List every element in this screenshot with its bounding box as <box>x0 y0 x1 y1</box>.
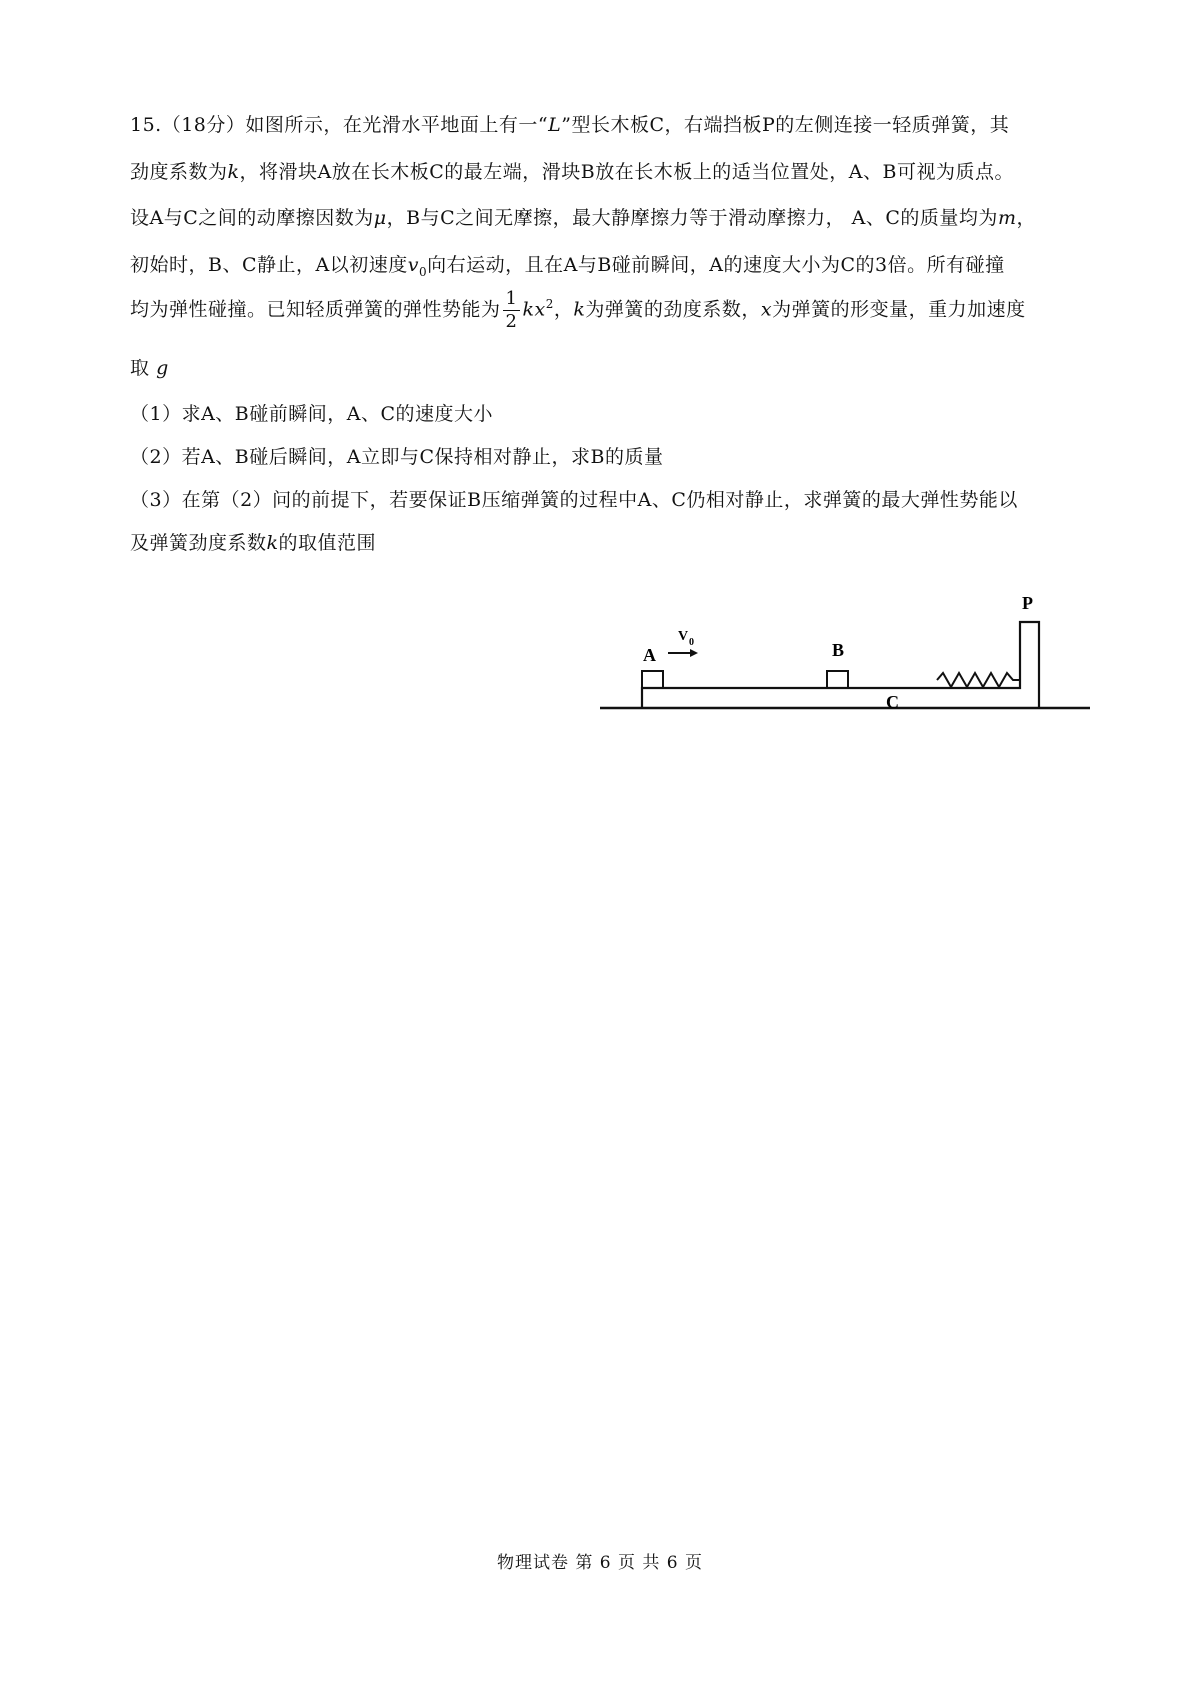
text: ”型长木板C，右端挡板P的左侧连接一轻质弹簧，其 <box>561 114 1010 136</box>
label-a: A <box>643 645 656 665</box>
var: kx <box>522 298 546 321</box>
var: k <box>266 532 279 554</box>
board-c <box>642 622 1039 708</box>
var: m <box>997 207 1017 229</box>
text: 如图所示，在光滑水平地面上有一“ <box>245 114 549 136</box>
var: x <box>760 298 773 321</box>
text: ，B与C之间无摩擦，最大静摩擦力等于滑动摩擦力， A、C的质量均为 <box>386 207 998 229</box>
text: ， <box>1016 207 1036 229</box>
text: （2）若A、B碰后瞬间，A立即与C保持相对静止，求B的质量 <box>130 446 664 468</box>
question-points: （18分） <box>161 114 246 136</box>
var: k <box>227 161 240 183</box>
text: 向右运动，且在A与B碰前瞬间，A的速度大小为C的3倍。所有碰撞 <box>427 254 1005 276</box>
question-number: 15. <box>130 114 162 136</box>
label-p: P <box>1022 593 1033 613</box>
arrow-head <box>690 649 698 657</box>
physics-figure <box>0 0 1200 712</box>
text: 及弹簧劲度系数 <box>130 532 267 554</box>
page-footer: 物理试卷 第 6 页 共 6 页 <box>496 1553 704 1573</box>
text: 劲度系数为 <box>130 161 228 183</box>
var: v <box>407 254 419 276</box>
text: 取 <box>130 357 150 379</box>
block-b <box>827 671 848 688</box>
text: 为弹簧的形变量，重力加速度 <box>772 298 1026 321</box>
text: 设A与C之间的动摩擦因数为 <box>130 207 374 229</box>
label-c: C <box>886 692 899 712</box>
frac-num: 1 <box>503 290 521 311</box>
var: g <box>156 357 169 379</box>
block-a <box>642 671 663 688</box>
var: L <box>548 114 562 136</box>
text: 均为弹性碰撞。已知轻质弹簧的弹性势能为 <box>130 298 501 321</box>
var-sup: 2 <box>545 297 554 312</box>
spring <box>937 673 1020 687</box>
text: （1）求A、B碰前瞬间，A、C的速度大小 <box>130 403 494 425</box>
label-v-sub: 0 <box>689 637 694 648</box>
label-v: V <box>678 629 689 644</box>
text: 初始时，B、C静止，A以初速度 <box>130 254 408 276</box>
label-b: B <box>832 640 845 660</box>
frac-den: 2 <box>505 311 518 332</box>
text: ，将滑块A放在长木板C的最左端，滑块B放在长木板上的适当位置处，A、B可视为质点。 <box>239 161 1014 183</box>
text: （3）在第（2）问的前提下，若要保证B压缩弹簧的过程中A、C仍相对静止，求弹簧的最大弹性势能以 <box>130 489 1018 511</box>
var-sub: 0 <box>418 264 428 279</box>
var: k <box>573 298 586 321</box>
text: ， <box>553 298 574 321</box>
text: 为弹簧的劲度系数， <box>585 298 761 321</box>
text: 的取值范围 <box>278 532 377 554</box>
var: μ <box>373 207 387 229</box>
